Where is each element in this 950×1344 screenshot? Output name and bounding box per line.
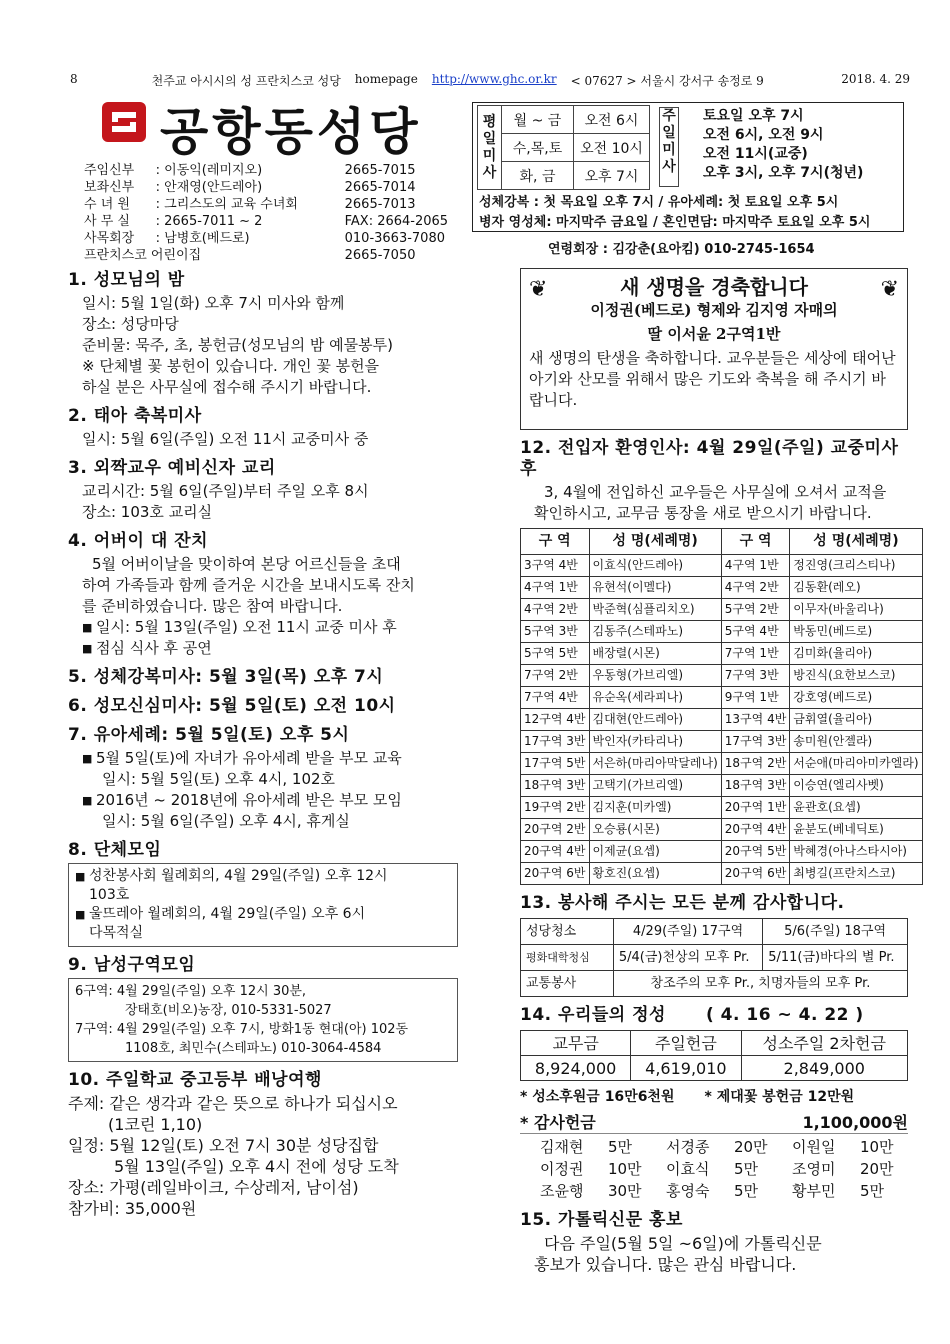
table-row [521,841,923,863]
table-cell: 유순옥(세라피나) [589,687,721,709]
table-cell: 이무자(바울리나) [790,599,922,621]
table-cell: 배장렬(시몬) [589,643,721,665]
thanksgiving-total: 1,100,000원 [802,1113,908,1132]
table-row [521,863,923,885]
table-row [521,775,923,797]
text-line: 준비물: 묵주, 초, 봉헌금(성모님의 밤 예물봉투) [82,336,393,354]
table-cell: 윤관호(요셉) [790,797,922,819]
mass-note-1: 성체강복 : 첫 목요일 오후 7시 / 유아세례: 첫 토요일 오후 5시 [479,195,839,210]
staff-directory [84,162,464,264]
table-cell: 이효식(안드레아) [589,555,721,577]
staff-phone: FAX: 2664-2065 [344,214,449,229]
section-title: 10. 주일학교 중고등부 배낭여행 [68,1070,322,1090]
donor-name: 이원일 [792,1138,836,1156]
table-cell: 김지훈(미카엘) [589,797,721,819]
table-cell: 7구역 1반 [721,643,790,665]
table-cell: 이승연(엘리사벳) [790,775,922,797]
sunday-mass-list [685,107,863,183]
text-line: 5월 어버이날을 맞이하여 본당 어르신들을 초대 [92,555,401,573]
extra-offerings [520,1087,908,1108]
table-cell: 윤분도(베네딕토) [790,819,922,841]
section-title: 13. 봉사해 주시는 모든 분께 감사합니다. [520,893,845,913]
table-row [521,797,923,819]
table-cell: 17구역 3반 [721,731,790,753]
table-cell: 20구역 5반 [721,841,790,863]
table-cell: 박동민(베드로) [790,621,922,643]
table-row [521,555,923,577]
table-cell: 우동형(가브리엘) [589,665,721,687]
table-cell: 5구역 3반 [521,621,590,643]
donor-amount: 20만 [733,1138,768,1156]
table-row [521,621,923,643]
table-row [521,577,923,599]
table-cell: 4구역 2반 [521,599,590,621]
staff-name: : 이동익(레미지오) [155,163,263,178]
table-cell: 4구역 1반 [521,577,590,599]
table-cell: 5구역 4반 [721,621,790,643]
bullet-item: ■ 5월 5일(토)에 자녀가 유아세례 받을 부모 교육 [82,748,458,769]
column-header: 성 명(세례명) [589,529,721,555]
sunday-mass-time: 오전 11시(교중) [703,146,808,162]
table-row [521,665,923,687]
text-line: 교리시간: 5월 6일(주일)부터 주일 오후 8시 [82,482,369,500]
section-title: 2. 태아 축복미사 [68,406,202,426]
donor-amount: 30만 [607,1182,642,1200]
table-cell: 황호진(요셉) [589,863,721,885]
table-cell: 5구역 2반 [721,599,790,621]
text-line: 1108호, 최민수(스테파노) 010-3064-4584 [125,1041,382,1056]
table-cell: 5구역 5반 [521,643,590,665]
staff-phone: 010-3663-7080 [344,231,445,246]
parish-title: 공항동성당 [160,103,422,161]
section-title [520,1005,908,1026]
table-cell: 고택기(가브리엘) [589,775,721,797]
table-cell: 박인자(카타리나) [589,731,721,753]
column-header: 구 역 [721,529,790,555]
text-line: 를 준비하였습니다. 많은 참여 바랍니다. [82,597,343,615]
text-line: 103호 [89,887,130,903]
funeral-committee-head: 연령회장 : 김강춘(요아킴) 010-2745-1654 [548,242,815,257]
table-cell: 박준혁(심플리치오) [589,599,721,621]
table-cell: 5/6(주일) 18구역 [763,919,908,945]
text-line: 일시: 5월 1일(화) 오후 7시 미사와 함께 [82,294,345,312]
donor-name: 홍영숙 [666,1182,710,1200]
text-line: 장소: 성당마당 [82,315,179,333]
staff-row [84,179,464,196]
left-column [68,262,458,1219]
table-cell: 김미화(율리아) [790,643,922,665]
congratulations-box [520,268,908,430]
section-title: 1. 성모님의 밤 [68,270,185,290]
men-district-box [68,978,458,1062]
donor-amount: 10만 [859,1138,894,1156]
table-row [521,731,923,753]
staff-name: : 남병호(베드로) [155,231,250,246]
text-line: 하실 분은 사무실에 접수해 주시기 바랍니다. [82,378,372,396]
group-meeting-box [68,863,458,947]
table-cell: 20구역 2반 [521,819,590,841]
mass-day: 월 ~ 금 [502,106,574,134]
offering-table [520,1030,908,1081]
table-cell: 20구역 6반 [721,863,790,885]
mass-day: 수,목,토 [502,134,574,162]
table-cell: 17구역 5반 [521,753,590,775]
floral-ornament-icon: ❦ [880,277,899,302]
volunteer-table [520,918,908,997]
congrats-title: 새 생명을 경축합니다 [620,275,808,299]
sunday-label: 주일미사 [659,107,679,187]
table-row [521,819,923,841]
homepage-label: homepage [354,72,418,86]
table-cell: 평화대학청심 [521,945,614,971]
donor-amount: 20만 [859,1160,894,1178]
table-row [521,687,923,709]
staff-role: 보좌신부 [84,180,135,195]
donor-list [520,1136,908,1202]
section-title: 15. 가톨릭신문 홍보 [520,1210,683,1230]
text-line: 3, 4월에 전입하신 교우들은 사무실에 오셔서 교적을 [544,483,887,501]
mass-note-2: 병자 영성체: 마지막주 금요일 / 혼인면담: 마지막주 토요일 오후 5시 [479,215,871,230]
text-line: 7구역: 4월 29일(주일) 오후 7시, 방화1동 현대(아) 102동 [75,1022,409,1037]
newcomer-table [520,528,923,885]
mass-day: 화, 금 [502,162,574,190]
text-line: 확인하시고, 교무금 통장을 새로 받으시기 바랍니다. [534,504,872,522]
homepage-link[interactable]: http://www.ghc.or.kr [431,72,557,86]
table-row [521,709,923,731]
page-header [70,72,910,89]
table-cell: 김동환(레오) [790,577,922,599]
bullet-item: ■ 일시: 5월 13일(주일) 오전 11시 교중 미사 후 [82,617,458,638]
mass-time: 오후 7시 [574,162,650,190]
section-title: 6. 성모신심미사: 5월 5일(토) 오전 10시 [68,696,396,716]
text-line: 장소: 103호 교리실 [82,503,213,521]
table-row [521,599,923,621]
text-line: 홍보가 있습니다. 많은 관심 바랍니다. [534,1255,797,1274]
donor-amount: 5만 [859,1182,884,1200]
text-line: (1코린 1,10) [108,1115,203,1134]
table-cell: 5/4(금)천상의 모후 Pr. [613,945,762,971]
donor-name: 황부민 [792,1182,836,1200]
staff-name: : 그리스도의 교육 수녀회 [155,197,298,212]
staff-row [84,162,464,179]
donor-name: 이효식 [666,1160,710,1178]
donor-amount: 5만 [607,1138,632,1156]
table-cell: 김대현(안드레아) [589,709,721,731]
table-cell: 김동주(스테파노) [589,621,721,643]
table-cell: 20구역 4반 [721,819,790,841]
offering-period: ( 4. 16 ~ 4. 22 ) [705,1005,864,1025]
table-cell: 박혜경(아나스타시아) [790,841,922,863]
donor-name: 김재현 [540,1138,584,1156]
staff-role: 주임신부 [84,163,135,178]
column-header: 구 역 [521,529,590,555]
section-title: 5. 성체강복미사: 5월 3일(목) 오후 7시 [68,667,384,687]
column-header: 주일헌금 [631,1031,741,1056]
table-row [521,753,923,775]
text-line: 5월 13일(주일) 오후 4시 전에 성당 도착 [114,1157,399,1176]
donor-name: 조윤행 [540,1182,584,1200]
staff-name: : 2665-7011 ~ 2 [155,214,263,229]
mass-time: 오전 6시 [574,106,650,134]
table-cell: 서은하(마리아막달레나) [589,753,721,775]
table-cell: 7구역 4반 [521,687,590,709]
table-cell: 5/11(금)바다의 별 Pr. [763,945,908,971]
section-title: 8. 단체모임 [68,840,162,860]
issue-date: 2018. 4. 29 [841,72,910,86]
staff-row [84,230,464,247]
weekday-mass-table [477,105,650,190]
staff-phone: 2665-7015 [344,163,416,178]
bullet-item: ■ 2016년 ~ 2018년에 유아세례 받은 부모 모임 [82,790,458,811]
floral-ornament-icon: ❦ [529,277,548,302]
page-number: 8 [70,72,78,86]
section-title: 12. 전입자 환영인사: 4월 29일(주일) 교중미사 후 [520,438,899,479]
section-title: 7. 유아세례: 5월 5일(토) 오후 5시 [68,725,350,745]
table-cell: 송미원(안젤라) [790,731,922,753]
congrats-baby: 딸 이서윤 2구역1반 [647,325,781,343]
text-line: 다음 주일(5월 5일 ~6일)에 가톨릭신문 [544,1234,822,1253]
sunday-mass-time: 토요일 오후 7시 [703,108,804,124]
table-cell: 이제균(요셉) [589,841,721,863]
table-cell: 창조주의 모후 Pr., 치명자들의 모후 Pr. [613,971,907,997]
column-header: 교무금 [521,1031,631,1056]
section-title: 4. 어버이 대 잔치 [68,531,209,551]
bullet-item: ■ 성찬봉사회 월례회의, 4월 29일(주일) 오후 12시 [75,867,451,886]
table-cell: 방진식(요한보스코) [790,665,922,687]
text-line: 장태호(비오)농장, 010-5331-5027 [125,1003,332,1018]
table-cell: 오승룡(시몬) [589,819,721,841]
text-line: ※ 단체별 꽃 봉헌이 있습니다. 개인 꽃 봉헌을 [82,357,380,375]
altar-flower-offering: * 제대꽃 봉헌금 12만원 [704,1089,855,1105]
address: < 07627 > 서울시 강서구 송정로 9 [570,74,764,88]
donor-name: 조영미 [792,1160,836,1178]
table-cell: 정진영(크리스티나) [790,555,922,577]
table-cell: 19구역 2반 [521,797,590,819]
column-header: 성소주일 2차헌금 [741,1031,908,1056]
donor-amount: 10만 [607,1160,642,1178]
parish-full-name: 천주교 아시시의 성 프란치스코 성당 [151,74,341,88]
sunday-mass-time: 오후 3시, 오후 7시(청년) [703,165,864,181]
text-line: 참가비: 35,000원 [68,1199,197,1218]
offering-amount: 8,924,000 [521,1056,631,1081]
staff-role: 사 무 실 [84,214,130,229]
donor-name: 이정권 [540,1160,584,1178]
text-line: 하여 가족들과 함께 즐거운 시간을 보내시도록 잔치 [82,576,415,594]
column-header: 성 명(세례명) [790,529,922,555]
table-cell: 교통봉사 [521,971,614,997]
text-line: 일시: 5월 5일(토) 오후 4시, 102호 [102,770,336,788]
text-line: 일시: 5월 6일(주일) 오후 4시, 휴게실 [102,812,350,830]
text-line: 6구역: 4월 29일(주일) 오후 12시 30분, [75,984,307,999]
thanksgiving-row [520,1112,908,1134]
table-cell: 금휘열(율리아) [790,709,922,731]
table-cell: 4/29(주일) 17구역 [613,919,762,945]
bullet-item: ■ 울뜨레아 월례회의, 4월 29일(주일) 오후 6시 [75,905,451,924]
table-row [521,643,923,665]
staff-row [84,213,464,230]
thanksgiving-label: * 감사헌금 [520,1113,596,1132]
table-cell: 성당청소 [521,919,614,945]
table-cell: 12구역 4반 [521,709,590,731]
table-cell: 20구역 1반 [721,797,790,819]
staff-row [84,196,464,213]
right-column [520,268,919,1275]
offering-amount: 4,619,010 [631,1056,741,1081]
staff-role: 프란치스코 어린이집 [84,248,202,263]
staff-phone: 2665-7050 [344,248,416,263]
table-cell: 20구역 6반 [521,863,590,885]
donor-name: 서경종 [666,1138,710,1156]
table-cell: 4구역 1반 [721,555,790,577]
table-cell: 유현석(이멜다) [589,577,721,599]
vocation-offering: * 성소후원금 16만6천원 [520,1089,675,1105]
text-line: 주제: 같은 생각과 같은 뜻으로 하나가 되십시오 [68,1094,398,1113]
parish-logo-icon [100,98,148,146]
text-line: 일시: 5월 6일(주일) 오전 11시 교중미사 중 [82,430,369,448]
congrats-body: 새 생명의 탄생을 축하합니다. 교우분들은 세상에 태어난 아기와 산모를 위해서 많은 기도와 축복을 해 주시기 바랍니다. [529,349,896,409]
staff-phone: 2665-7014 [344,180,416,195]
text-line: 일정: 5월 12일(토) 오전 7시 30분 성당집합 [68,1136,379,1155]
table-cell: 4구역 2반 [721,577,790,599]
table-cell: 18구역 3반 [721,775,790,797]
congrats-parents: 이정권(베드로) 형제와 김지영 자매의 [590,301,838,319]
table-cell: 서순애(마리아미카엘라) [790,753,922,775]
mass-time: 오전 10시 [574,134,650,162]
table-cell: 3구역 4반 [521,555,590,577]
text-line: 장소: 가평(레일바이크, 수상레저, 남이섬) [68,1178,359,1197]
table-cell: 17구역 3반 [521,731,590,753]
bullet-item: ■ 점심 식사 후 공연 [82,638,458,659]
table-cell: 7구역 2반 [521,665,590,687]
table-cell: 20구역 4반 [521,841,590,863]
mass-schedule [472,102,904,232]
table-cell: 13구역 4반 [721,709,790,731]
table-cell: 강호영(베드로) [790,687,922,709]
offering-amount: 2,849,000 [741,1056,908,1081]
weekday-label: 평일미사 [478,106,502,190]
donor-amount: 5만 [733,1160,758,1178]
section-title: 9. 남성구역모임 [68,955,196,975]
table-cell: 18구역 3반 [521,775,590,797]
table-cell: 18구역 2반 [721,753,790,775]
table-cell: 최병길(프란치스코) [790,863,922,885]
staff-name: : 안재영(안드레아) [155,180,263,195]
staff-role: 수 녀 원 [84,197,130,212]
offering-title: 14. 우리들의 정성 [520,1005,666,1025]
table-cell: 7구역 3반 [721,665,790,687]
text-line: 다목적실 [89,925,144,941]
section-title: 3. 외짝교우 예비신자 교리 [68,458,276,478]
table-cell: 9구역 1반 [721,687,790,709]
staff-role: 사목회장 [84,231,135,246]
sunday-mass-time: 오전 6시, 오전 9시 [703,127,824,143]
staff-phone: 2665-7013 [344,197,416,212]
donor-amount: 5만 [733,1182,758,1200]
